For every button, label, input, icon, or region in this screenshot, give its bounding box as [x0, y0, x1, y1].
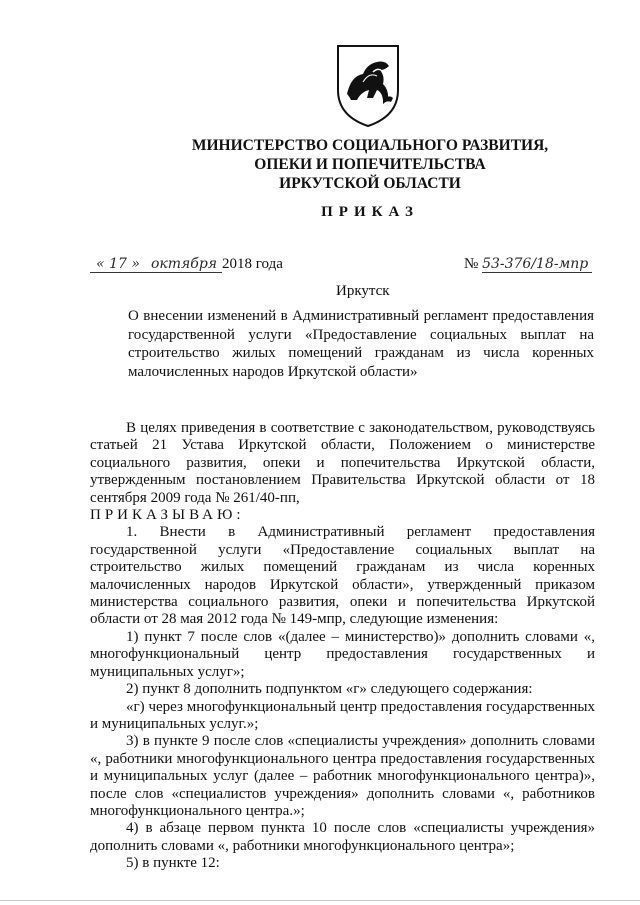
order-number [464, 256, 592, 273]
date-year: 2018 года [222, 256, 283, 272]
coat-of-arms-icon [333, 42, 403, 128]
ministry-name [160, 136, 580, 193]
document-type: ПРИКАЗ [321, 204, 419, 220]
ministry-line-1: МИНИСТЕРСТВО СОЦИАЛЬНОГО РАЗВИТИЯ, [191, 137, 549, 154]
order-subject: О внесении изменений в Административный регламент предоставления государственной услуги «Предоставление социальных выплат на строительство жилых помещений гражданам из числа коренных малочисленных народов Иркутской области» [128, 308, 594, 380]
subitem-4: 4) в абзаце первом пункта 10 после слов «специалисты учреждения» дополнить словами «, работники многофункционального центра»; [90, 820, 595, 854]
ministry-line-3: ИРКУТСКОЙ ОБЛАСТИ [279, 175, 461, 192]
subitem-3: 3) в пункте 9 после слов «специалисты учреждения» дополнить словами «, работники многофункционального центра предоставления государственных и муниципальных услуг (далее – работник многофункционального центра)», после слов «специалистов учреждения» дополнить словами «, работников многофункционального центра.»; [90, 733, 595, 819]
order-word: ПРИКАЗЫВАЮ: [90, 507, 245, 524]
preamble: В целях приведения в соответствие с законодательством, руководствуясь статьей 21 Устава Иркутской области, Положением о министерстве социального развития, опеки и попечительства Иркутской области, утвержденным постановлением Правительства Иркутской области от 18 сентября 2009 года № 261/40-пп, [90, 420, 595, 506]
scan-edge-divider [0, 900, 640, 901]
order-date [90, 256, 283, 273]
date-day: 17 [109, 256, 127, 272]
date-open-quote: « [96, 256, 105, 272]
ministry-line-2: ОПЕКИ И ПОПЕЧИТЕЛЬСТВА [254, 156, 486, 173]
item-1: 1. Внести в Административный регламент предоставления государственной услуги «Предоставление социальных выплат на строительство жилых помещений гражданам из числа коренных малочисленных народов Иркутской области», утвержденный приказом министерства социального развития, опеки и попечительства Иркутской области от 28 мая 2012 года № 149-мпр, следующие изменения: [90, 524, 595, 628]
date-month: октября [146, 256, 222, 273]
subitem-2: 2) пункт 8 дополнить подпунктом «г» следующего содержания: [126, 681, 533, 698]
order-body [90, 420, 595, 873]
city: Иркутск [336, 283, 390, 299]
subitem-2-quote: «г) через многофункциональный центр предоставления государственных и муниципальных услуг.»; [90, 698, 595, 732]
subitem-1: 1) пункт 7 после слов «(далее – министерство)» дополнить словами «, многофункциональный центр предоставления государственных и муниципальных услуг»; [90, 628, 595, 680]
number-prefix: № [464, 256, 479, 272]
subitem-5: 5) в пункте 12: [126, 855, 220, 872]
date-close-quote: » [131, 256, 140, 272]
number-value: 53-376/18-мпр [482, 256, 592, 273]
